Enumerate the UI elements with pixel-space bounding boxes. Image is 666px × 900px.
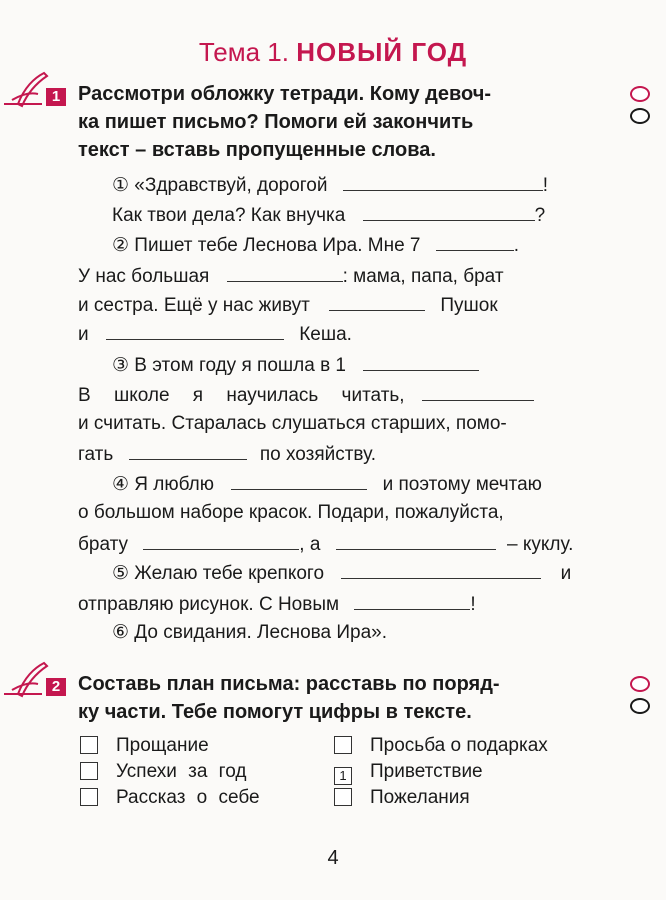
task-2-instruction (78, 670, 500, 726)
letter-line: ⑥ До свидания. Леснова Ира». (112, 622, 388, 643)
letter-line: ① «Здравствуй, дорогой ! (112, 172, 548, 198)
letter-line: ③ В этом году я пошла в 1 (112, 352, 479, 378)
letter-line: У нас большая : мама, папа, брат (78, 263, 504, 289)
answer-blank[interactable] (106, 321, 284, 340)
answer-blank[interactable] (341, 560, 541, 579)
letter-line: и считать. Старалась слушаться старших, помо- (78, 413, 507, 434)
answer-blank[interactable] (336, 531, 496, 550)
task-2-number: 2 (46, 678, 66, 696)
letter-line: о большом наборе красок. Подари, пожалуйста, (78, 502, 504, 523)
task-2-rule (4, 693, 42, 695)
letter-line: В школе я научилась читать, (78, 382, 534, 408)
letter-line: гать по хозяйству. (78, 441, 376, 467)
page-number: 4 (327, 847, 339, 869)
plan-item[interactable]: Просьба о подарках (334, 734, 548, 758)
plan-item[interactable]: 1 Приветствие (334, 760, 483, 785)
answer-blank[interactable] (143, 531, 299, 550)
letter-line: брату , а – куклу. (78, 531, 573, 557)
task-1-line-3: текст – вставь пропущенные слова. (78, 139, 436, 161)
self-check-circle-icon[interactable] (630, 698, 650, 714)
answer-blank[interactable] (436, 232, 514, 251)
answer-blank[interactable] (363, 202, 535, 221)
letter-line: и сестра. Ещё у нас живут Пушок (78, 292, 498, 318)
task-1-line-1: Рассмотри обложку тетради. Кому девоч- (78, 83, 491, 105)
letter-line: и Кеша. (78, 321, 352, 347)
letter-line: отправляю рисунок. С Новым ! (78, 591, 476, 617)
plan-item[interactable]: Рассказ о себе (80, 786, 260, 810)
checkbox[interactable] (80, 762, 98, 780)
letter-line: ⑤ Желаю тебе крепкого и (112, 560, 571, 586)
answer-blank[interactable] (227, 263, 343, 282)
title-topic: НОВЫЙ ГОД (296, 37, 468, 67)
plan-item[interactable]: Пожелания (334, 786, 470, 810)
answer-blank[interactable] (343, 172, 543, 191)
answer-blank[interactable] (354, 591, 470, 610)
answer-blank[interactable] (129, 441, 247, 460)
checkbox[interactable] (80, 788, 98, 806)
checkbox[interactable] (334, 788, 352, 806)
task-1-line-2: ка пишет письмо? Помоги ей закончить (78, 111, 474, 133)
answer-blank[interactable] (363, 352, 479, 371)
checkbox[interactable] (80, 736, 98, 754)
task-2-line-2: ку части. Тебе помогут цифры в тексте. (78, 701, 472, 723)
plan-item[interactable]: Успехи за год (80, 760, 246, 784)
answer-blank[interactable] (231, 471, 367, 490)
task-1-rule (4, 103, 42, 105)
task-1-number: 1 (46, 88, 66, 106)
title-prefix: Тема 1. (198, 37, 289, 67)
task-2-line-1: Составь план письма: расставь по поряд- (78, 673, 500, 695)
answer-blank[interactable] (329, 292, 425, 311)
letter-line: Как твои дела? Как внучка ? (112, 202, 545, 228)
letter-line: ④ Я люблю и поэтому мечтаю (112, 471, 542, 497)
checkbox[interactable]: 1 (334, 767, 352, 785)
letter-line: ② Пишет тебе Леснова Ира. Мне 7 . (112, 232, 519, 258)
checkbox[interactable] (334, 736, 352, 754)
plan-item[interactable]: Прощание (80, 734, 209, 758)
answer-blank[interactable] (422, 382, 534, 401)
self-check-circle-icon[interactable] (630, 676, 650, 692)
